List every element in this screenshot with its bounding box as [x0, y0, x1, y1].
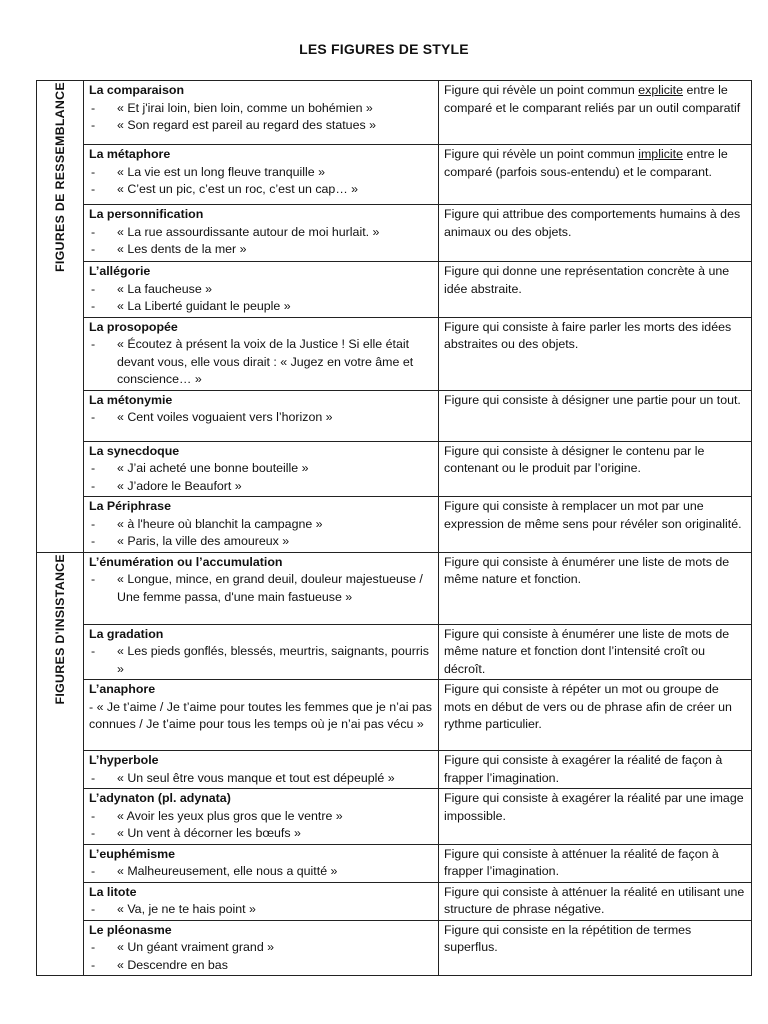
figure-name: La métonymie	[89, 392, 173, 407]
example-text: « Son regard est pareil au regard des statues »	[117, 118, 376, 132]
definition-text: entre le comparé et le comparant reliés par un outil comparatif	[444, 83, 741, 115]
table-row	[37, 145, 752, 205]
example-text: « La rue assourdissante autour de moi hurlait. »	[117, 224, 380, 239]
example-text: « J’ai acheté une bonne bouteille »	[117, 461, 309, 475]
definition-cell	[439, 441, 752, 497]
figure-example	[89, 957, 434, 975]
definition-text: Figure qui consiste à exagérer la réalité par une image impossible.	[444, 791, 744, 823]
example-text: « Et j'irai loin, bien loin, comme un bohémien »	[117, 100, 373, 115]
category-label: FIGURES DE RESSEMBLANCE	[52, 82, 67, 273]
figure-name: Le pléonasme	[89, 922, 172, 937]
bullet-dash: -	[91, 644, 96, 658]
figure-cell	[84, 624, 439, 680]
bullet-dash: -	[91, 534, 96, 548]
definition-text: Figure qui consiste à énumérer une liste de mots de même nature et fonction dont l’intensité croît ou décroît.	[444, 626, 730, 676]
figure-name: L’allégorie	[89, 264, 151, 278]
definition-text: Figure qui révèle un point commun	[444, 147, 639, 161]
figure-example: - « Je t’aime / Je t’aime pour toutes les femmes que je n’ai pas connues / Je t’aime pour tous les temps où je n’ai pas vécu »	[89, 699, 432, 731]
figure-example	[89, 643, 434, 678]
figure-example	[89, 460, 434, 478]
example-text: « Un vent à décorner les bœufs »	[117, 826, 301, 840]
figure-example	[89, 298, 434, 316]
table-row	[37, 624, 752, 680]
bullet-dash: -	[91, 299, 96, 313]
bullet-dash: -	[91, 808, 96, 823]
definition-text: Figure qui consiste à remplacer un mot par une expression de même sens pour révéler son originalité.	[444, 499, 742, 531]
example-text: « Écoutez à présent la voix de la Justice ! Si elle était devant vous, elle vous dirait : « Jugez en votre âme et conscience… »	[117, 337, 414, 386]
figure-name: La synecdoque	[89, 443, 180, 458]
definition-text: Figure qui consiste à atténuer la réalité de façon à frapper l’imagination.	[444, 846, 719, 878]
example-text: « La Liberté guidant le peuple »	[117, 299, 291, 313]
example-text: « Un géant vraiment grand »	[117, 940, 275, 954]
definition-cell	[439, 920, 752, 976]
definition-text: Figure qui consiste à exagérer la réalité de façon à frapper l’imagination.	[444, 753, 723, 785]
figure-cell	[84, 789, 439, 845]
figure-name: L’anaphore	[89, 682, 156, 696]
definition-cell	[439, 789, 752, 845]
table-row	[37, 317, 752, 390]
table-row	[37, 751, 752, 789]
figure-example	[89, 117, 434, 135]
definition-cell	[439, 680, 752, 751]
figure-name: La Périphrase	[89, 499, 171, 513]
figure-example	[89, 281, 434, 299]
definition-cell	[439, 145, 752, 205]
example-text: « Les dents de la mer »	[117, 242, 247, 256]
figure-name: La litote	[89, 884, 137, 899]
figure-example	[89, 241, 434, 259]
definition-text: Figure qui consiste à répéter un mot ou groupe de mots en début de vers ou de phrase afin de créer un rythme particulier.	[444, 682, 732, 731]
figure-cell	[84, 81, 439, 145]
bullet-dash: -	[91, 572, 96, 586]
definition-cell	[439, 624, 752, 680]
example-text: « Avoir les yeux plus gros que le ventre »	[117, 808, 343, 823]
figure-cell	[84, 317, 439, 390]
bullet-dash: -	[91, 242, 96, 256]
definition-text: Figure qui consiste à désigner le contenu par le contenant ou le produit par l’origine.	[444, 443, 705, 475]
definition-emphasis: explicite	[638, 83, 683, 97]
figure-cell	[84, 441, 439, 497]
example-text: « à l'heure où blanchit la campagne »	[117, 516, 323, 531]
example-text: « Les pieds gonflés, blessés, meurtris, saignants, pourris »	[117, 644, 429, 676]
example-text: « La faucheuse »	[117, 281, 213, 296]
figure-example	[89, 164, 434, 182]
figure-example	[89, 516, 434, 534]
bullet-dash: -	[91, 516, 96, 531]
bullet-dash: -	[91, 100, 96, 115]
example-text: « C’est un pic, c’est un roc, c’est un cap… »	[117, 182, 359, 196]
table-row	[37, 390, 752, 441]
figure-example	[89, 409, 434, 427]
table-row	[37, 262, 752, 318]
bullet-dash: -	[91, 826, 96, 840]
definition-cell	[439, 751, 752, 789]
bullet-dash: -	[91, 281, 96, 296]
table-row	[37, 882, 752, 920]
figure-cell	[84, 882, 439, 920]
table-row	[37, 205, 752, 262]
figure-cell	[84, 262, 439, 318]
figure-example	[89, 825, 434, 843]
definition-text: Figure qui consiste à atténuer la réalité en utilisant une structure de phrase négative.	[444, 884, 745, 916]
definition-text: Figure qui consiste à faire parler les morts des idées abstraites ou des objets.	[444, 319, 732, 351]
definition-cell	[439, 497, 752, 553]
definition-text: Figure qui révèle un point commun	[444, 83, 639, 97]
bullet-dash: -	[91, 770, 96, 785]
definition-cell	[439, 552, 752, 624]
example-text: « Longue, mince, en grand deuil, douleur majestueuse / Une femme passa, d'une main fastueuse »	[117, 572, 423, 604]
category-cell	[37, 552, 84, 976]
example-text: « Descendre en bas	[117, 957, 228, 972]
category-label: FIGURES D'INSISTANCE	[52, 553, 67, 705]
figure-name: L’euphémisme	[89, 846, 176, 861]
definition-cell	[439, 262, 752, 318]
bullet-dash: -	[91, 164, 96, 179]
figure-example	[89, 533, 434, 551]
figure-example	[89, 224, 434, 242]
definition-cell	[439, 81, 752, 145]
bullet-dash: -	[91, 957, 96, 972]
figure-cell	[84, 552, 439, 624]
figure-example	[89, 100, 434, 118]
definition-text: Figure qui donne une représentation concrète à une idée abstraite.	[444, 264, 730, 296]
category-cell	[37, 81, 84, 553]
figure-example	[89, 770, 434, 788]
table-row	[37, 789, 752, 845]
definition-text: Figure qui consiste en la répétition de termes superflus.	[444, 922, 692, 954]
bullet-dash: -	[91, 478, 96, 493]
definition-cell	[439, 390, 752, 441]
figure-cell	[84, 680, 439, 751]
bullet-dash: -	[91, 182, 96, 196]
table-row	[37, 497, 752, 553]
table-row	[37, 920, 752, 976]
figure-name: L’énumération ou l’accumulation	[89, 554, 283, 569]
bullet-dash: -	[91, 410, 96, 424]
bullet-dash: -	[91, 864, 96, 878]
figure-cell	[84, 145, 439, 205]
figure-cell	[84, 920, 439, 976]
figure-name: La personnification	[89, 207, 204, 221]
figure-example	[89, 336, 434, 389]
page-title: LES FIGURES DE STYLE	[299, 41, 469, 57]
figure-example	[89, 571, 434, 606]
figure-cell	[84, 390, 439, 441]
definition-text: entre le comparé (parfois sous-entendu) et le comparant.	[444, 147, 728, 179]
table-row	[37, 81, 752, 145]
figure-cell	[84, 751, 439, 789]
figure-name: L’adynaton (pl. adynata)	[89, 791, 231, 805]
bullet-dash: -	[91, 118, 96, 132]
table-row	[37, 552, 752, 624]
example-text: « La vie est un long fleuve tranquille »	[117, 164, 326, 179]
table-row	[37, 680, 752, 751]
table-row	[37, 441, 752, 497]
figures-table	[36, 80, 752, 976]
bullet-dash: -	[91, 224, 96, 239]
bullet-dash: -	[91, 940, 96, 954]
definition-text: Figure qui attribue des comportements humains à des animaux ou des objets.	[444, 207, 741, 239]
example-text: « Un seul être vous manque et tout est dépeuplé »	[117, 770, 395, 785]
example-text: « J’adore le Beaufort »	[117, 478, 242, 493]
figure-cell	[84, 844, 439, 882]
figure-example	[89, 863, 434, 881]
figure-example	[89, 478, 434, 496]
bullet-dash: -	[91, 337, 96, 351]
definition-cell	[439, 844, 752, 882]
definition-text: Figure qui consiste à désigner une partie pour un tout.	[444, 392, 741, 407]
example-text: « Cent voiles voguaient vers l’horizon »	[117, 410, 333, 424]
bullet-dash: -	[91, 902, 96, 916]
figure-name: La gradation	[89, 626, 164, 641]
figure-name: La comparaison	[89, 83, 185, 97]
bullet-dash: -	[91, 461, 96, 475]
figure-name: La métaphore	[89, 147, 171, 161]
example-text: « Va, je ne te hais point »	[117, 902, 256, 916]
definition-cell	[439, 882, 752, 920]
figure-example	[89, 181, 434, 199]
figure-name: La prosopopée	[89, 319, 178, 334]
figure-example	[89, 808, 434, 826]
figure-cell	[84, 205, 439, 262]
definition-emphasis: implicite	[638, 147, 683, 161]
definition-cell	[439, 205, 752, 262]
table-row	[37, 844, 752, 882]
figure-example	[89, 901, 434, 919]
figure-name: L’hyperbole	[89, 753, 159, 767]
example-text: « Malheureusement, elle nous a quitté »	[117, 864, 338, 878]
definition-text: Figure qui consiste à énumérer une liste de mots de même nature et fonction.	[444, 554, 730, 586]
definition-cell	[439, 317, 752, 390]
example-text: « Paris, la ville des amoureux »	[117, 534, 290, 548]
figure-cell	[84, 497, 439, 553]
figure-example	[89, 939, 434, 957]
